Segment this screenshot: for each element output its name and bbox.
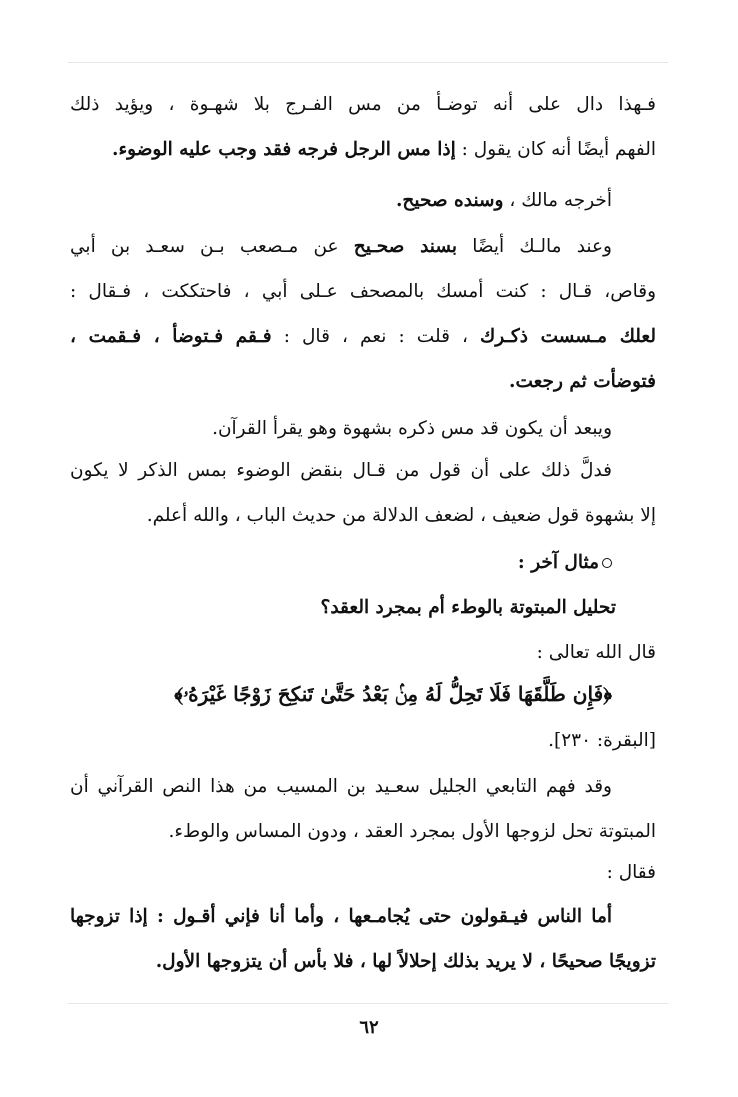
hadith-text-2b: فـقم فـتوضأ ، فـقمت ، [70,326,272,347]
quran-verse: ﴿فَإِن طَلَّقَهَا فَلَا تَحِلُّ لَهُ مِنۢ بَعْدُ حَتَّىٰ تَنكِحَ زَوْجًا غَيْرَهُۥ﴾ [174,682,612,706]
top-rule [68,62,668,63]
paragraph-3-line-1 [70,224,656,269]
hadith-text-2a: لعلك مـسست ذكـرك [480,326,656,347]
paragraph-1-text: الفهم أيضًا أنه كان يقول : [455,139,656,160]
bottom-rule [68,1003,668,1004]
verse-block [70,672,656,717]
paragraph-5 [70,448,656,538]
source-text: أخرجه مالك ، [503,190,612,211]
example-heading-block [70,540,656,585]
paragraph-7 [70,850,656,895]
grading-text-2: بسند صحـيح [353,236,458,257]
verse-reference-block [70,718,656,763]
quote-intro: قال الله تعالى : [536,642,656,663]
paragraph-3-line-3 [70,314,656,359]
grading-text: وسنده صحيح. [395,190,504,211]
paragraph-4-line: ويبعد أن يكون قد مس ذكره بشهوة وهو يقرأ القرآن. [212,418,612,439]
paragraph-3-line-2: وقاص، قـال : كنت أمسك بالمصحف عـلى أبي ، فاحتككت ، فـقال : [70,281,656,302]
paragraph-3-chain: عن مـصعب بـن سعـد بن أبي [70,236,354,257]
paragraph-3-dialogue: ، قلت : نعم ، قال : [271,326,481,347]
paragraph-1-line-1: فـهذا دال على أنه توضـأ من مس الفـرج بلا شهـوة ، ويؤيد ذلك [70,94,656,115]
example-heading [70,540,656,585]
paragraph-1-line-2 [70,127,656,172]
verse-reference: [البقرة: ٢٣٠]. [548,730,656,751]
example-heading-text: مثال آخر : [517,552,599,573]
paragraph-1 [70,82,656,172]
paragraph-8-line-2 [70,939,656,984]
bullet-circle-icon [602,558,612,568]
paragraph-3-intro: وعند مالـك أيضًا [457,236,612,257]
paragraph-5-line-1: فدلَّ ذلك على أن قول من قـال بنقض الوضوء بمس الذكر لا يكون [70,460,612,481]
paragraph-8 [70,894,656,984]
paragraph-2 [70,178,656,223]
paragraph-8-line-1 [70,894,656,939]
hadith-text-2c: فتوضأت ثم رجعت. [509,371,656,392]
page-number: ٦٢ [359,1017,379,1038]
paragraph-2-line [70,178,656,223]
paragraph-4 [70,406,656,451]
paragraph-6 [70,764,656,854]
quote-intro-block [70,630,656,675]
quote-text-1: أما الناس فيـقولون حتى يُجامـعها ، وأما أنا فإني أقـول : إذا تزوجها [70,906,612,927]
paragraph-3 [70,224,656,404]
paragraph-3-line-4 [70,359,656,404]
paragraph-7-line: فقال : [606,862,656,883]
paragraph-5-line-2: إلا بشهوة قول ضعيف ، لضعف الدلالة من حديث الباب ، والله أعلم. [146,505,656,526]
quote-text-2: تزويجًا صحيحًا ، لا يريد بذلك إحلالاً لها ، فلا بأس أن يتزوجها الأول. [155,951,656,972]
subheading-block [70,585,656,630]
subheading: تحليل المبتوتة بالوطء أم بمجرد العقد؟ [320,597,616,618]
paragraph-6-line-2: المبتوتة تحل لزوجها الأول بمجرد العقد ، ودون المساس والوطء. [168,821,656,842]
paragraph-6-line-1: وقد فهم التابعي الجليل سعـيد بن المسيب من هذا النص القرآني أن [70,776,612,797]
hadith-text-1: إذا مس الرجل فرجه فقد وجب عليه الوضوء. [112,139,456,160]
